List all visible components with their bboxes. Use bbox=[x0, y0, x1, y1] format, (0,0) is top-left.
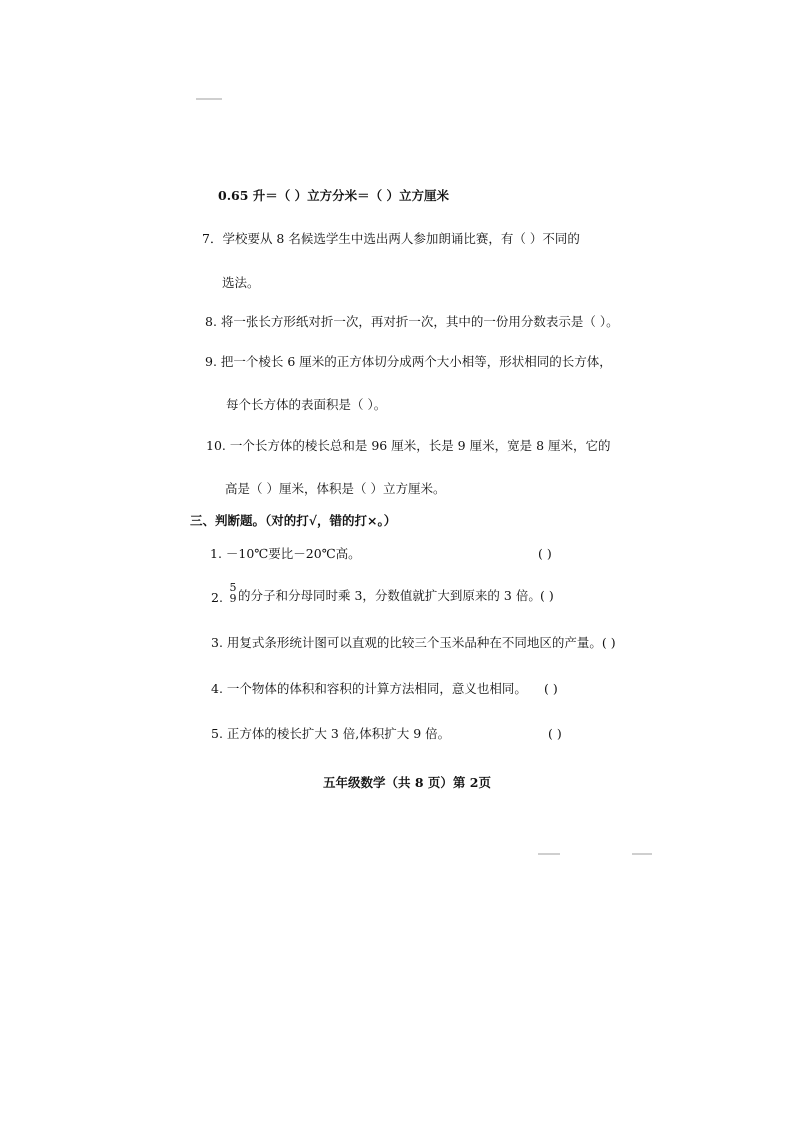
judge-item-2-number: 2. bbox=[211, 590, 223, 605]
question-9-line-2: 每个长方体的表面积是（ ）。 bbox=[226, 397, 387, 412]
scan-artifact bbox=[538, 853, 560, 855]
scan-artifact bbox=[196, 98, 222, 100]
judge-item-1: 1. －10℃要比－20℃高。 bbox=[210, 546, 361, 561]
question-10-line-1: 10. 一个长方体的棱长总和是 96 厘米，长是 9 厘米，宽是 8 厘米，它的 bbox=[206, 438, 611, 453]
question-6-line: 0.65 升＝（ ）立方分米＝（ ）立方厘米 bbox=[218, 188, 450, 203]
judge-item-2: 的分子和分母同时乘 3，分数值就扩大到原来的 3 倍。 bbox=[238, 588, 541, 603]
page-footer: 五年级数学（共 8 页）第 2页 bbox=[323, 775, 491, 790]
judge-item-4-bracket: ( ) bbox=[544, 681, 558, 696]
judge-item-3: 3. 用复式条形统计图可以直观的比较三个玉米品种在不同地区的产量。( ) bbox=[211, 635, 616, 650]
question-9-line-1: 9. 把一个棱长 6 厘米的正方体切分成两个大小相等，形状相同的长方体， bbox=[205, 354, 612, 369]
scan-artifact bbox=[632, 853, 652, 855]
judge-item-2-fraction bbox=[228, 582, 238, 604]
question-7-line-2: 选法。 bbox=[222, 275, 260, 290]
fraction-denominator: 9 bbox=[229, 592, 237, 605]
question-7-line-1: 7．学校要从 8 名候选学生中选出两人参加朗诵比赛，有（ ）不同的 bbox=[202, 231, 580, 246]
judge-item-1-bracket: ( ) bbox=[538, 546, 552, 561]
question-8-line: 8. 将一张长方形纸对折一次，再对折一次，其中的一份用分数表示是（ ）。 bbox=[205, 314, 619, 329]
fraction-numerator: 5 bbox=[229, 581, 237, 594]
section-heading-judge: 三、判断题。（对的打√，错的打×。） bbox=[190, 513, 397, 528]
judge-item-2-bracket: ( ) bbox=[540, 588, 554, 603]
judge-item-5-bracket: ( ) bbox=[548, 726, 562, 741]
question-10-line-2: 高是（ ）厘米，体积是（ ）立方厘米。 bbox=[225, 481, 446, 496]
judge-item-4: 4. 一个物体的体积和容积的计算方法相同，意义也相同。 bbox=[211, 681, 527, 696]
judge-item-5: 5. 正方体的棱长扩大 3 倍,体积扩大 9 倍。 bbox=[211, 726, 451, 741]
